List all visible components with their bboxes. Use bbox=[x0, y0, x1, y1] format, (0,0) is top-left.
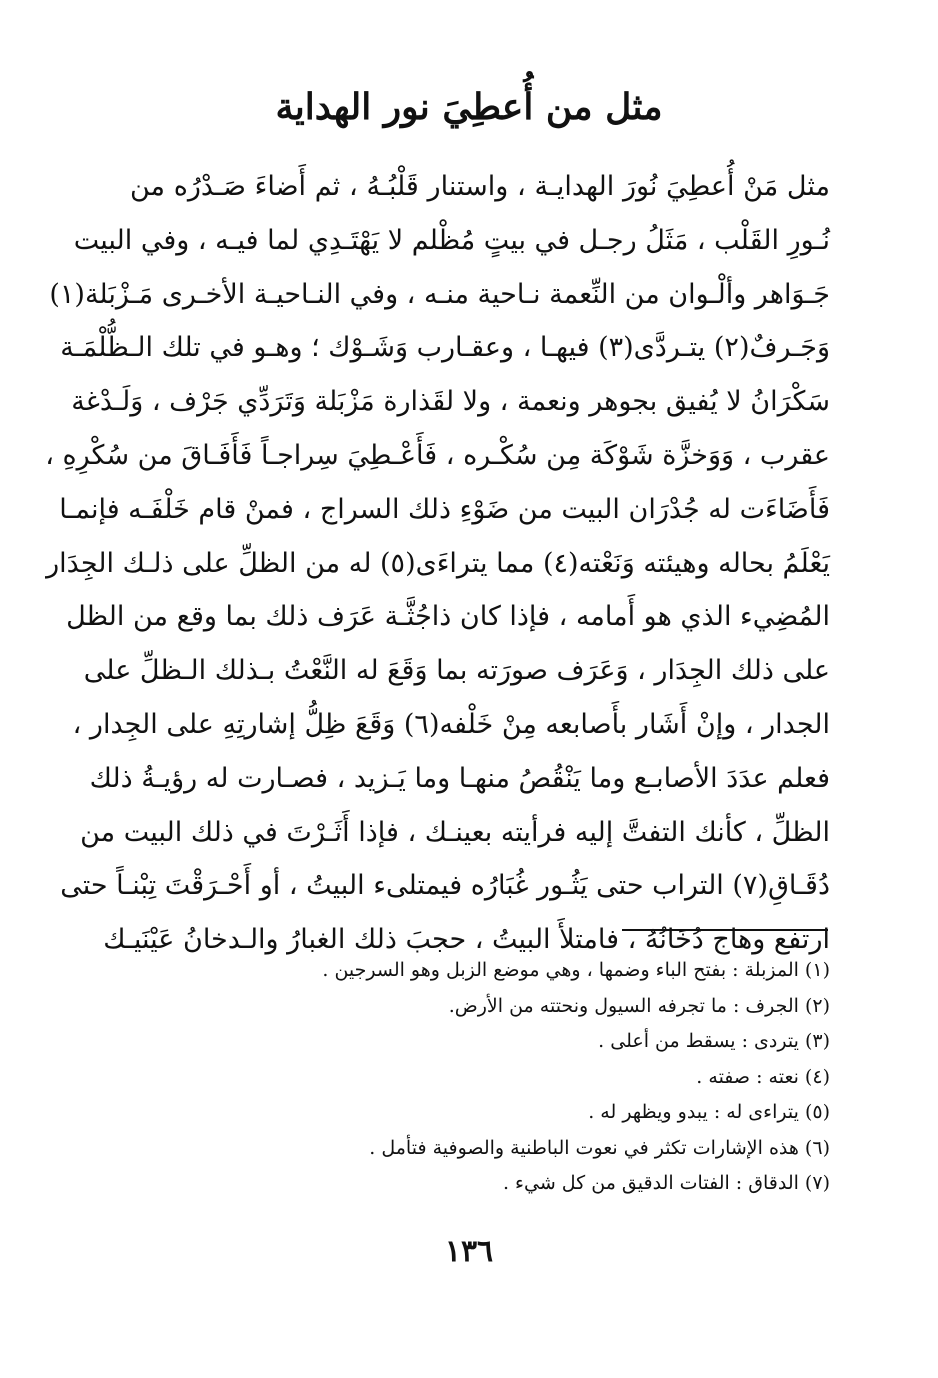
footnote-divider bbox=[622, 929, 828, 931]
footnote-4: (٤) نعته : صفته . bbox=[696, 1065, 830, 1088]
footnote-6: (٦) هذه الإشارات تكثر في نعوت الباطنية والصوفية فتأمل . bbox=[369, 1136, 830, 1159]
body-line: الظلِّ ، كأنك التفتَّ إليه فرأيته بعينـك ، فإذا أَثَـرْتَ في ذلك البيت من bbox=[80, 816, 830, 848]
footnote-3: (٣) يتردى : يسقط من أعلى . bbox=[598, 1030, 830, 1052]
body-line: فعلم عدَدَ الأصابـع وما يَنْقُصُ منهـا وما يَـزيد ، فصـارت له رؤيـةُ ذلك bbox=[89, 762, 830, 794]
body-line: مثل مَنْ أُعطِيَ نُورَ الهدايـة ، واستنار قَلْبُـهُ ، ثم أَضاءَ صَـدْرُه من bbox=[130, 171, 830, 202]
body-line: المُضِيء الذي هو أَمامه ، فإذا كان ذاجُثَّـة عَرَف ذلك بما وقع من الظل bbox=[66, 601, 830, 633]
body-line: ارتفع وهاج دُخَانُهُ ، فامتلأَ البيتُ ، حجبَ ذلك الغبارُ والـدخانُ عَيْنَيـك bbox=[103, 924, 830, 956]
body-line: نُـورِ القَلْب ، مَثَلُ رجـل في بيتٍ مُظْلم لا يَهْتَـدِي لما فيـه ، وفي البيت bbox=[73, 224, 830, 256]
body-line: عقرب ، وَوَخزَّة شَوْكَة مِن سُكْـره ، فَأَعْـطِيَ سِراجـاً فَأَفَـاقَ من سُكْرِهِ ، bbox=[45, 439, 830, 471]
body-line: الجدار ، وإنْ أَشَار بأَصابعه مِنْ خَلْفه(٦) وَقَعَ ظِلُّ إشارتِهِ على الجِدار ، bbox=[72, 708, 830, 740]
footnotes bbox=[180, 953, 830, 1202]
footnote-2: (٢) الجرف : ما تجرفه السيول ونحتته من الأرض. bbox=[448, 994, 830, 1017]
page-title: مثل من أُعطِيَ نور الهداية bbox=[275, 86, 663, 128]
body-line: وَجَـرفٌ(٢) يتـردَّى(٣) فيهـا ، وعقـارب وَشَـوْك ؛ وهـو في تلك الـظُّلْمَـة bbox=[60, 332, 830, 364]
body-line: جَـوَاهر وألْـوان من النِّعمة نـاحية منـه ، وفي النـاحيـة الأخـرى مَـزْبَلة(١) bbox=[49, 278, 830, 310]
page-number: ١٣٦ bbox=[444, 1234, 494, 1269]
footnote-1: (١) المزبلة : بفتح الباء وضمها ، وهي موضع الزبل وهو السرجين . bbox=[322, 959, 830, 981]
footnote-5: (٥) يتراءى له : يبدو ويظهر له . bbox=[588, 1101, 830, 1123]
body-line: سَكْرَانُ لا يُفيق بجوهر ونعمة ، ولا لقَذارة مَزْبَلة وَتَرَدِّي جَرْف ، وَلَـدْغة bbox=[71, 386, 830, 418]
body-line: على ذلك الجِدَار ، وَعَرَف صورَته بما وَقَعَ له النَّعْتُ بـذلك الـظلِّ على bbox=[83, 655, 830, 687]
body-text bbox=[45, 160, 830, 967]
body-line: يَعْلَمُ بحاله وهيئته وَنَعْته(٤) مما يتراءَى(٥) له من الظلِّ على ذلـك الجِدَار bbox=[46, 547, 830, 579]
body-line: فَأَضَاءَت له جُدْرَان البيت من ضَوْءِ ذلك السراج ، فمنْ قام خَلْفَـه فإنمـا bbox=[59, 493, 830, 525]
body-line: دُقَـاقِ(٧) التراب حتى يَثُـور غُبَارُه فيمتلىء البيتُ ، أو أَحْـرَقْتَ تِبْنـاً حتى bbox=[60, 870, 830, 902]
footnote-7: (٧) الدقاق : الفتات الدقيق من كل شيء . bbox=[502, 1172, 830, 1194]
